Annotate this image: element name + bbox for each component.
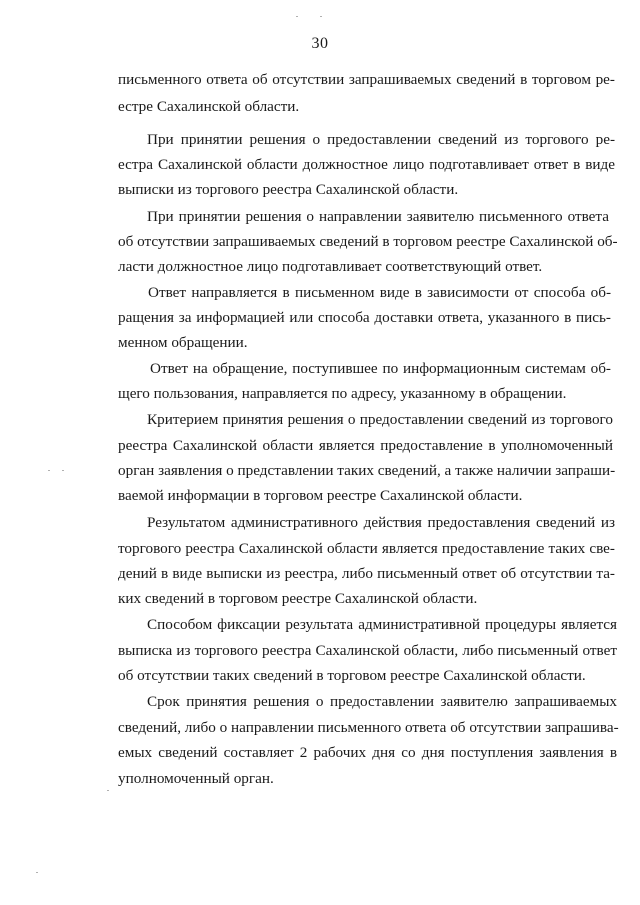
text-line: письменного ответа об отсутствии запрашиваемых сведений в торговом ре- bbox=[118, 71, 615, 88]
text-line: При принятии решения о направлении заявителю письменного ответа bbox=[147, 208, 609, 225]
text-line: сведений, либо о направлении письменного ответа об отсутствии запрашива- bbox=[118, 719, 619, 736]
page-number: 30 bbox=[311, 35, 329, 52]
text-line: ких сведений в торговом реестре Сахалинской области. bbox=[118, 590, 478, 607]
text-line: естре Сахалинской области. bbox=[118, 98, 300, 115]
text-line: Критерием принятия решения о предоставлении сведений из торгового bbox=[147, 411, 613, 428]
text-line: выписка из торгового реестра Сахалинской области, либо письменный ответ bbox=[118, 642, 617, 659]
text-line: ращения за информацией или способа доставки ответа, указанного в пись- bbox=[118, 309, 611, 326]
scan-speck bbox=[107, 790, 109, 791]
text-line: об отсутствии таких сведений в торговом реестре Сахалинской области. bbox=[118, 667, 586, 684]
text-line: Результатом административного действия предоставления сведений из bbox=[147, 514, 615, 531]
text-line: орган заявления о представлении таких сведений, а также наличии запраши- bbox=[118, 462, 616, 479]
text-line: Ответ направляется в письменном виде в зависимости от способа об- bbox=[148, 284, 611, 301]
text-line: Ответ на обращение, поступившее по информационным системам об- bbox=[150, 360, 611, 377]
text-line: Срок принятия решения о предоставлении заявителю запрашиваемых bbox=[147, 693, 617, 710]
text-line: При принятии решения о предоставлении сведений из торгового ре- bbox=[147, 131, 615, 148]
text-line: Способом фиксации результата административной процедуры является bbox=[147, 616, 617, 633]
text-line: емых сведений составляет 2 рабочих дня со дня поступления заявления в bbox=[118, 744, 617, 761]
text-line: уполномоченный орган. bbox=[118, 770, 274, 787]
text-line: реестра Сахалинской области является предоставление в уполномоченный bbox=[118, 437, 613, 454]
text-line: ваемой информации в торговом реестре Сахалинской области. bbox=[118, 487, 523, 504]
text-line: естра Сахалинской области должностное лицо подготавливает ответ в виде bbox=[118, 156, 615, 173]
text-line: ласти должностное лицо подготавливает соответствующий ответ. bbox=[118, 258, 543, 275]
scan-speck bbox=[320, 16, 322, 17]
text-line: менном обращении. bbox=[118, 334, 248, 351]
scan-speck bbox=[62, 470, 64, 471]
text-line: дений в виде выписки из реестра, либо письменный ответ об отсутствии та- bbox=[118, 565, 615, 582]
text-line: щего пользования, направляется по адресу, указанному в обращении. bbox=[118, 385, 567, 402]
text-line: выписки из торгового реестра Сахалинской области. bbox=[118, 181, 459, 198]
text-line: торгового реестра Сахалинской области является предоставление таких све- bbox=[118, 540, 615, 557]
scan-speck bbox=[36, 872, 38, 873]
scan-speck bbox=[296, 16, 298, 17]
scan-speck bbox=[48, 470, 50, 471]
text-line: об отсутствии запрашиваемых сведений в торговом реестре Сахалинской об- bbox=[118, 233, 618, 250]
